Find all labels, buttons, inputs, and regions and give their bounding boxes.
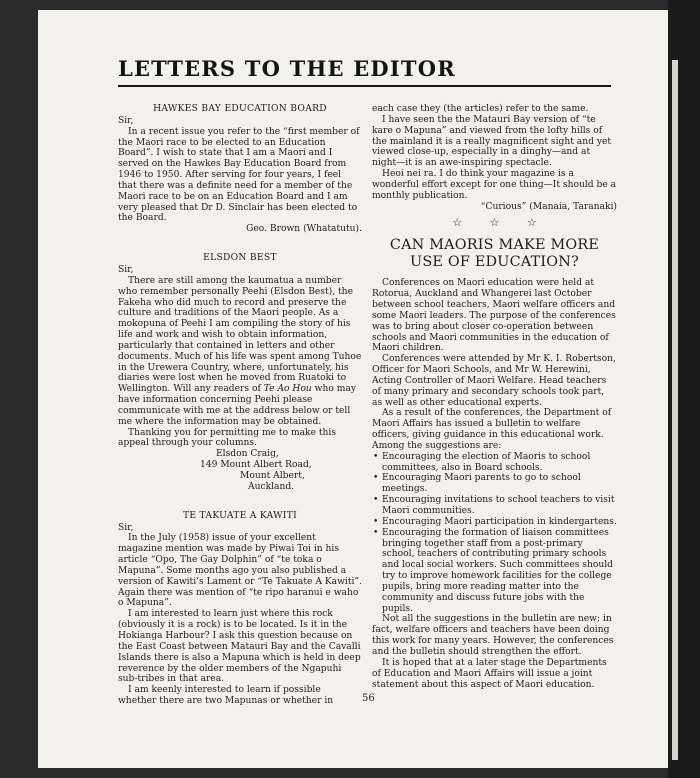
letter-heading: ELSDON BEST [203, 253, 277, 264]
letter-continuation: each case they (the articles) refer to the same. [372, 104, 589, 114]
list-item: • Encouraging the formation of liaison committees bringing together staff from a post-primary school, teachers of contributing primary schools and local social workers. Such committees should try to improve homework facilities for the college pupils, bring more reading matter into the community and discuss future jobs with the pupils. [382, 528, 617, 615]
letter-paragraph: I am interested to learn just where this rock (obviously it is a rock) is to be located. Is it in the Hokianga Harbour? I ask this question because on the East Coast between Matauri Bay and the Cavalli Islands there is also a Mapuna which is held in deep reverence by the older members of the Ngapuhi sub-tribes in that area. [118, 609, 361, 685]
letter-paragraph: I have seen the the Matauri Bay version of “te kare o Mapuna” and viewed from the lofty hills of the mainland it is a really magnificent sight and yet viewed close-up, especially in a dinghy—and at night—it is an awe-inspiring spectacle. [372, 114, 612, 169]
section-divider-stars: ☆ ☆ ☆ [452, 216, 537, 230]
list-item: • Encouraging Maori participation in kindergartens. [382, 517, 617, 528]
article-heading: CAN MAORIS MAKE MORE USE OF EDUCATION? [389, 237, 600, 271]
article-paragraph: Conferences on Maori education were held at Rotorua, Auckland and Whangerei last October between school teachers, Maori welfare officers and some Maori leaders. The purpose of the conferences was to bring about closer co-operation between schools and Maori communities in the education of Maori children. [372, 278, 616, 354]
letter-address: Elsdon Craig, 149 Mount Albert Road, Mount Albert, Auckland. [200, 449, 312, 492]
title-rule [118, 85, 611, 87]
article-paragraph: Not all the suggestions in the bulletin are new; in fact, welfare officers and teachers have been doing this work for many years. However, the conferences and the bulletin should strengthen the effort. [372, 614, 614, 657]
letter-paragraph: Heoi nei ra. I do think your magazine is a wonderful effort except for one thing—It should be a monthly publication. [372, 169, 617, 201]
list-item: • Encouraging the election of Maoris to school committees, also in Board schools. [382, 452, 617, 474]
right-column [372, 104, 617, 690]
letter-hawkes-bay [118, 104, 362, 235]
left-column [118, 104, 362, 707]
article-paragraph: Conferences were attended by Mr K. I. Robertson, Officer for Maori Schools, and Mr W. Herewini, Acting Controller of Maori Welfare. Head teachers of many primary and secondary schools took part, as well as other educational experts. [372, 354, 616, 408]
letter-thanks: Thanking you for permitting me to make this appeal through your columns. [118, 427, 337, 449]
letter-signature: “Curious” (Manaia, Taranaki) [480, 201, 617, 212]
letter-salutation: Sir, [118, 115, 134, 126]
letter-paragraph: I am keenly interested to learn if possible whether there are two Mapunas or whether in [118, 685, 334, 707]
suggestions-list [372, 452, 617, 615]
letter-paragraph: In the July (1958) issue of your excellent magazine mention was made by Piwai Toi in his article “Opo, The Gay Dolphin” of “te toka o Mapuna”. Some months ago you also published a version of Kawiti’s Lament or “Te Takuate A Kawiti”. Again there was mention of “te ripo haranui e waho o Mapuna”. [118, 533, 362, 609]
list-item: • Encouraging invitations to school teachers to visit Maori communities. [382, 495, 617, 517]
letter-body: In a recent issue you refer to the “first member of the Maori race to be elected to an Education Board”. I wish to state that I am a Maori and I served on the Hawkes Bay Education Board from 1946 to 1950. After serving for four years, I feel that there was a definite need for a member of the Maori race to be on an Education Board and I am very pleased that Dr D. Sinclair has been elected to the Board. [118, 126, 360, 224]
letter-body: There are still among the kaumatua a number who remember personally Peehi (Elsdon Best), the Fakeha who did much to record and preserve the culture and traditions of the Maori people. As a mokopuna of Peehi I am compiling the story of his life and work and wish to obtain information, particularly that contained in letters and other documents. Much of his life was spent among Tuhoe in the Urewera Country, where, unfortunately, his diaries were lost when he moved from Ruatoki to Wellington. Will any readers of Te Ao Hou who may have information concerning Peehi please communicate with me at the address below or tell me where the information may be obtained. [118, 275, 362, 427]
magazine-title: Te Ao Hou [263, 384, 312, 395]
letter-heading: HAWKES BAY EDUCATION BOARD [153, 104, 327, 114]
letter-te-takuate [118, 511, 362, 707]
page-title: LETTERS TO THE EDITOR [118, 56, 456, 81]
next-page-edge [672, 60, 678, 760]
letter-salutation: Sir, [118, 264, 134, 275]
letter-salutation: Sir, [118, 522, 134, 533]
letter-heading: TE TAKUATE A KAWITI [183, 510, 297, 521]
letter-signature: Geo. Brown (Whatatutu). [246, 224, 362, 235]
page-number: 56 [362, 693, 375, 704]
letter-elsdon-best [118, 253, 362, 493]
article-paragraph: As a result of the conferences, the Department of Maori Affairs has issued a bulletin to welfare officers, giving guidance in this educational work. Among the suggestions are: [372, 408, 612, 451]
article-paragraph: It is hoped that at a later stage the Departments of Education and Maori Affairs will issue a joint statement about this aspect of Maori education. [372, 657, 607, 690]
education-article [372, 237, 617, 690]
list-item: • Encouraging Maori parents to go to school meetings. [382, 473, 617, 495]
